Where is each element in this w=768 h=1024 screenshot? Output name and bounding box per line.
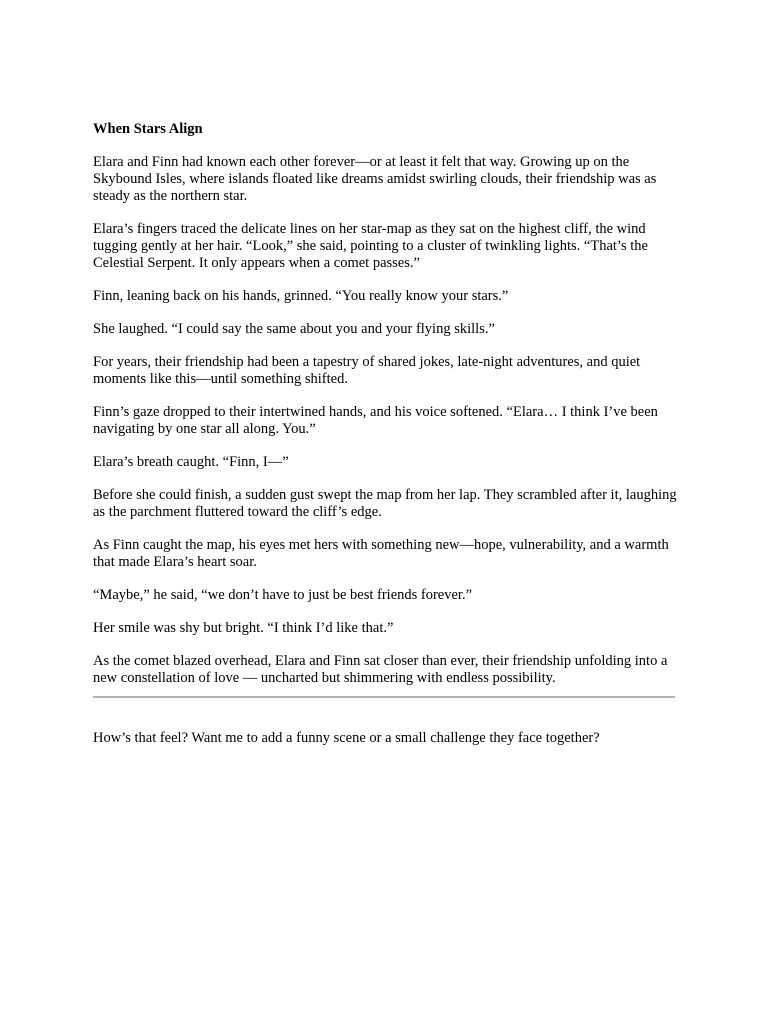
story-paragraph-4: She laughed. “I could say the same about you and your flying skills.” bbox=[93, 321, 495, 337]
story-paragraph-2: Elara’s fingers traced the delicate lines on her star-map as they sat on the highest cliff, the wind tugging gently at her hair. “Look,” she said, pointing to a cluster of twinkling lights. “That’s the Celestial Serpent. It only appears when a comet passes.” bbox=[93, 221, 648, 271]
story-paragraph-1: Elara and Finn had known each other forever—or at least it felt that way. Growing up on the Skybound Isles, where islands floated like dreams amidst swirling clouds, their friendship was as steady as the northern star. bbox=[93, 154, 657, 204]
story-title: When Stars Align bbox=[93, 121, 203, 137]
story-paragraph-11: Her smile was shy but bright. “I think I’d like that.” bbox=[93, 620, 394, 636]
story-paragraph-6: Finn’s gaze dropped to their intertwined hands, and his voice softened. “Elara… I think I’ve been navigating by one star all along. You.” bbox=[93, 404, 658, 437]
horizontal-divider bbox=[93, 696, 675, 698]
story-paragraph-3: Finn, leaning back on his hands, grinned. “You really know your stars.” bbox=[93, 288, 509, 304]
story-paragraph-8: Before she could finish, a sudden gust swept the map from her lap. They scrambled after it, laughing as the parchment fluttered toward the cliff’s edge. bbox=[93, 487, 677, 520]
story-paragraph-7: Elara’s breath caught. “Finn, I—” bbox=[93, 454, 289, 470]
followup-question: How’s that feel? Want me to add a funny scene or a small challenge they face together? bbox=[93, 730, 600, 746]
story-paragraph-9: As Finn caught the map, his eyes met hers with something new—hope, vulnerability, and a warmth that made Elara’s heart soar. bbox=[93, 537, 669, 570]
story-paragraph-5: For years, their friendship had been a tapestry of shared jokes, late-night adventures, and quiet moments like this—until something shifted. bbox=[93, 354, 641, 387]
document-page bbox=[93, 121, 677, 747]
story-paragraph-10: “Maybe,” he said, “we don’t have to just be best friends forever.” bbox=[93, 587, 473, 603]
story-paragraph-12: As the comet blazed overhead, Elara and Finn sat closer than ever, their friendship unfolding into a new constellation of love — uncharted but shimmering with endless possibility. bbox=[93, 653, 668, 686]
